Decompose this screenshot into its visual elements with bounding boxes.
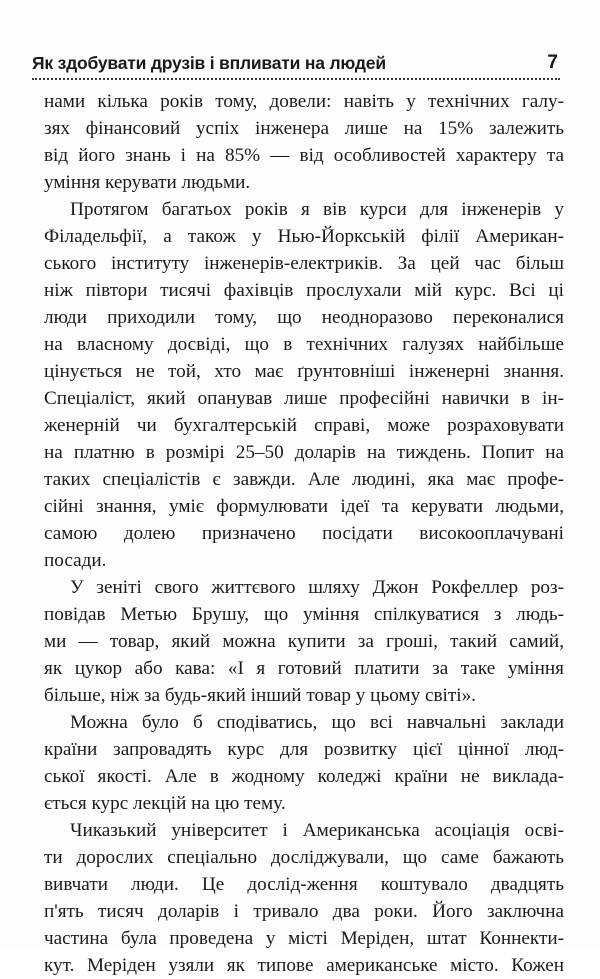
text-line: країни запровадять курс для розвитку цієї цінної люд- <box>44 739 564 760</box>
text-line: У зеніті свого життєвого шляху Джон Рокфеллер роз- <box>70 577 564 598</box>
text-line: більше, ніж за будь-який інший товар у цьому світі». <box>44 685 476 706</box>
text-line: частина була проведена у місті Меріден, штат Коннекти- <box>44 928 564 949</box>
text-line: на власному досвіді, що в технічних галузях найбільше <box>44 334 564 355</box>
text-line: цінується не той, хто має ґрунтовніші інженерні знання. <box>44 361 564 382</box>
text-line: від його знань і на 85% — від особливостей характеру та <box>44 145 564 166</box>
text-line: вивчати люди. Це дослід-ження коштувало двадцять <box>44 874 564 895</box>
text-line: посади. <box>44 550 107 571</box>
text-line: ти дорослих спеціально досліджували, що саме бажають <box>44 847 564 868</box>
text-line: сійні знання, уміє формулювати ідеї та керувати людьми, <box>44 496 564 517</box>
text-line: п'ять тисяч доларів і тривало два роки. Його заключна <box>44 901 564 922</box>
paragraph-2 <box>44 196 564 574</box>
running-header <box>32 44 560 74</box>
text-line: Протягом багатьох років я вів курси для інженерів у <box>70 199 564 220</box>
text-line: люди приходили тому, що неодноразово переконалися <box>44 307 564 328</box>
paragraph-3 <box>44 574 564 709</box>
text-line: ніж півтори тисячі фахівців прослухали мій курс. Всі ці <box>44 280 564 301</box>
text-line: ської якості. Але в жодному коледжі країни не виклада- <box>44 766 564 787</box>
text-line: ського інституту інженерів-електриків. За цей час більш <box>44 253 564 274</box>
header-title: Як здобувати друзів і впливати на людей <box>32 53 386 73</box>
text-line: Можна було б сподіватись, що всі навчальні заклади <box>70 712 564 733</box>
text-line: женерній чи бухгалтерській справі, може розраховувати <box>44 415 564 436</box>
text-line: самою долею призначено посідати високооплачувані <box>44 523 564 544</box>
text-line: Чиказький університет і Американська асоціація осві- <box>70 820 564 841</box>
text-line: уміння керувати людьми. <box>44 172 251 193</box>
header-dotted-rule <box>32 78 560 80</box>
body-text <box>44 88 564 979</box>
paragraph-4 <box>44 709 564 817</box>
text-line: таких спеціалістів є завжди. Але людині, яка має профе- <box>44 469 564 490</box>
page-number: 7 <box>547 52 558 73</box>
text-line: повідав Метью Брушу, що уміння спілкуватися з людь- <box>44 604 564 625</box>
text-line: на платню в розмірі 25–50 доларів на тиждень. Попит на <box>44 442 564 463</box>
text-line: як цукор або кава: «І я готовий платити за таке уміння <box>44 658 564 679</box>
text-line: зях фінансовий успіх інженера лише на 15% залежить <box>44 118 564 139</box>
text-line: кут. Меріден узяли як типове американське місто. Кожен <box>44 955 564 976</box>
paragraph-5 <box>44 817 564 979</box>
text-line: Спеціаліст, який опанував лише професійні навички в ін- <box>44 388 564 409</box>
text-line: ми — товар, який можна купити за гроші, такий самий, <box>44 631 564 652</box>
text-line: Філадельфії, а також у Нью-Йоркській філії Американ- <box>44 226 564 247</box>
text-line: ється курс лекцій на цю тему. <box>44 793 286 814</box>
paragraph-1 <box>44 88 564 196</box>
text-line: нами кілька років тому, довели: навіть у технічних галу- <box>44 91 564 112</box>
